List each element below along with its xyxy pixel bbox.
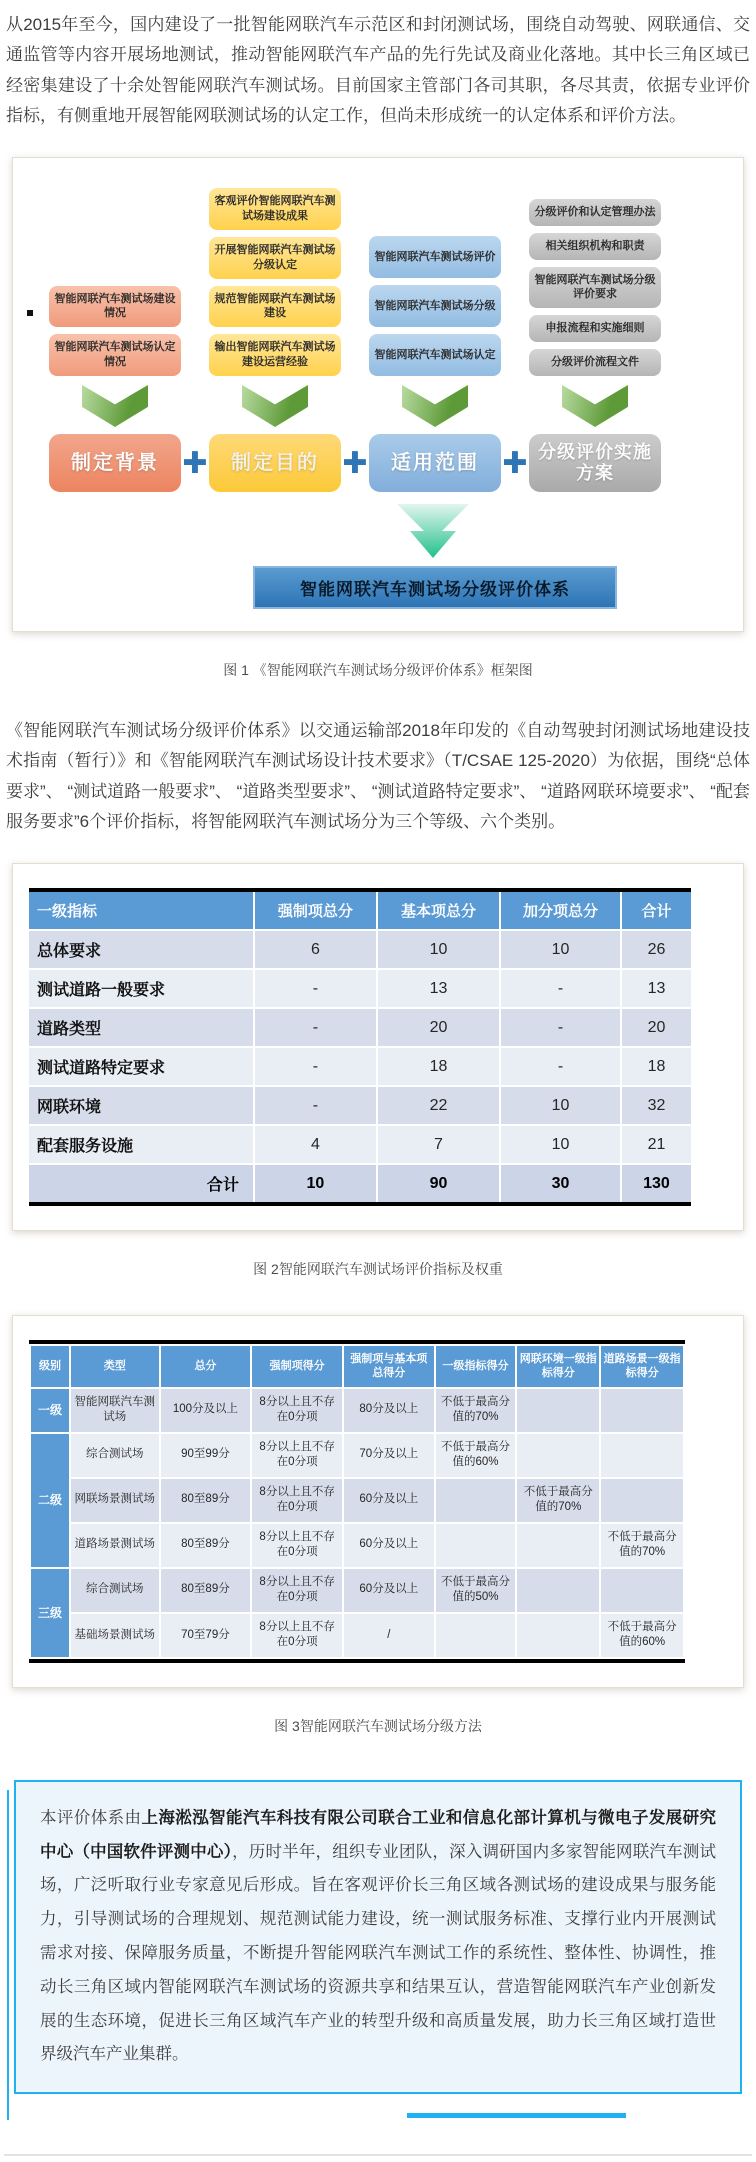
table-header-cell: 一级指标得分 bbox=[435, 1345, 517, 1388]
diagram-item: 分级评价和认定管理办法 bbox=[529, 199, 661, 226]
table-cell: 测试道路特定要求 bbox=[29, 1047, 254, 1086]
table-cell: 60分及以上 bbox=[343, 1523, 435, 1568]
table-cell: 8分以上且不存在0分项 bbox=[251, 1433, 343, 1478]
table-cell: 80至89分 bbox=[160, 1478, 252, 1523]
figure1-box bbox=[12, 157, 744, 632]
table-header-cell: 类型 bbox=[70, 1345, 160, 1388]
table-cell: 不低于最高分值的70% bbox=[600, 1523, 684, 1568]
table-cell: 10 bbox=[500, 1086, 621, 1125]
table-cell: 7 bbox=[377, 1125, 500, 1164]
diagram-item: 输出智能网联汽车测试场建设运营经验 bbox=[209, 334, 341, 376]
table-header-cell: 合计 bbox=[621, 892, 691, 930]
diagram-heading-plan: 分级评价实施方案 bbox=[529, 434, 661, 492]
chevron-down-icon bbox=[402, 385, 468, 427]
table-cell: - bbox=[254, 969, 377, 1008]
table-header-cell: 基本项总分 bbox=[377, 892, 500, 930]
quote-frame bbox=[14, 1780, 742, 2095]
basis-paragraph: 《智能网联汽车测试场分级评价体系》以交通运输部2018年印发的《自动驾驶封闭测试场地建设技术指南（暂行）》和《智能网联汽车测试场设计技术要求》（T/CSAE 125-2020）为依据，围绕“总体要求”、 “测试道路一般要求”、 “道路类型要求”、 “测试道路特定要求”、 “道路网联环境要求”、 “配套服务要求”6个评价指标，将智能网联汽车测试场分为三个等级、六个类别。 bbox=[6, 721, 750, 831]
figure1-caption: 图 1 《智能网联汽车测试场分级评价体系》框架图 bbox=[223, 662, 533, 678]
figure2-box bbox=[12, 863, 744, 1231]
table-cell bbox=[516, 1388, 600, 1433]
diagram-item: 申报流程和实施细则 bbox=[529, 315, 661, 342]
table-header-cell: 加分项总分 bbox=[500, 892, 621, 930]
table-row bbox=[29, 930, 691, 969]
table-cell: 13 bbox=[621, 969, 691, 1008]
table-row bbox=[29, 1086, 691, 1125]
plus-icon: ✚ bbox=[342, 446, 368, 480]
table-cell: 10 bbox=[500, 1125, 621, 1164]
table-cell: 合计 bbox=[29, 1164, 254, 1202]
table-cell: 30 bbox=[500, 1164, 621, 1202]
table-cell: 13 bbox=[377, 969, 500, 1008]
table-cell bbox=[516, 1613, 600, 1658]
plus-icon: ✚ bbox=[182, 446, 208, 480]
table-cell: 18 bbox=[377, 1047, 500, 1086]
diagram-item: 相关组织机构和职责 bbox=[529, 233, 661, 260]
diagram-item: 智能网联汽车测试场建设情况 bbox=[49, 286, 181, 328]
diagram-item: 智能网联汽车测试场认定 bbox=[369, 334, 501, 376]
table-cell: 26 bbox=[621, 930, 691, 969]
table-cell: 综合测试场 bbox=[70, 1433, 160, 1478]
framework-diagram bbox=[49, 186, 661, 609]
table-cell: 配套服务设施 bbox=[29, 1125, 254, 1164]
table-cell: 8分以上且不存在0分项 bbox=[251, 1478, 343, 1523]
table-cell: 90至99分 bbox=[160, 1433, 252, 1478]
table-cell: 21 bbox=[621, 1125, 691, 1164]
table-header-row bbox=[30, 1345, 684, 1388]
table-header-cell: 总分 bbox=[160, 1345, 252, 1388]
table-cell: 8分以上且不存在0分项 bbox=[251, 1523, 343, 1568]
table-row bbox=[30, 1478, 684, 1523]
table-cell bbox=[600, 1568, 684, 1613]
diagram-column-plan bbox=[529, 186, 661, 492]
table-row bbox=[29, 969, 691, 1008]
table-row bbox=[29, 1008, 691, 1047]
table-row bbox=[30, 1613, 684, 1658]
diagram-column-scope bbox=[369, 186, 501, 492]
figure3-caption: 图 3智能网联汽车测试场分级方法 bbox=[274, 1717, 482, 1734]
table-cell: 60分及以上 bbox=[343, 1478, 435, 1523]
chevron-down-icon bbox=[242, 385, 308, 427]
indicator-weight-table bbox=[29, 892, 691, 1202]
table-cell: 130 bbox=[621, 1164, 691, 1202]
table-cell: - bbox=[254, 1086, 377, 1125]
table-cell: 10 bbox=[254, 1164, 377, 1202]
table-cell: 80分及以上 bbox=[343, 1388, 435, 1433]
quote-text-pre: 本评价体系由 bbox=[40, 1808, 142, 1827]
quote-text-bold: 上海淞泓智能汽车科技有限公司联合工业和信息化部计算机与微电子发展研究中心（中国软件评测中心） bbox=[40, 1808, 717, 1861]
table-cell bbox=[600, 1433, 684, 1478]
bullet-square-icon bbox=[27, 310, 33, 316]
diagram-column-background bbox=[49, 186, 181, 492]
table-cell bbox=[600, 1478, 684, 1523]
table-cell: 8分以上且不存在0分项 bbox=[251, 1568, 343, 1613]
table-header-cell: 网联环境一级指标得分 bbox=[516, 1345, 600, 1388]
chevron-down-icon bbox=[82, 385, 148, 427]
quote-text-post: ，历时半年，组织专业团队，深入调研国内多家智能网联汽车测试场，广泛听取行业专家意见后形成。旨在客观评价长三角区域各测试场的建设成果与服务能力，引导测试场的合理规划、规范测试能力建设，统一测试服务标准、支撑行业内开展测试需求对接、保障服务质量，不断提升智能网联汽车测试工作的系统性、整体性、协调性，推动长三角区域内智能网联汽车测试场的资源共享和结果互认，营造智能网联汽车产业创新发展的生态环境，促进长三角区域汽车产业的转型升级和高质量发展，助力长三角区域打造世界级汽车产业集群。 bbox=[40, 1842, 717, 2064]
table-row bbox=[29, 1125, 691, 1164]
diagram-item: 智能网联汽车测试场分级评价要求 bbox=[529, 267, 661, 309]
level-cell: 一级 bbox=[30, 1388, 70, 1433]
table-header-cell: 一级指标 bbox=[29, 892, 254, 930]
table-cell: 70至79分 bbox=[160, 1613, 252, 1658]
figure2-caption: 图 2智能网联汽车测试场评价指标及权重 bbox=[253, 1261, 503, 1277]
table-cell: 10 bbox=[377, 930, 500, 969]
table-cell: 不低于最高分值的60% bbox=[435, 1433, 517, 1478]
page-bottom-divider bbox=[4, 2154, 752, 2156]
chevron-down-icon bbox=[562, 385, 628, 427]
grading-method-table bbox=[29, 1344, 685, 1659]
table-cell: 90 bbox=[377, 1164, 500, 1202]
table-cell bbox=[516, 1523, 600, 1568]
level-cell: 三级 bbox=[30, 1568, 70, 1658]
table-cell: 22 bbox=[377, 1086, 500, 1125]
quote-box bbox=[14, 1780, 742, 2095]
diagram-heading-scope: 适用范围 bbox=[369, 434, 501, 492]
table-cell: 不低于最高分值的50% bbox=[435, 1568, 517, 1613]
diagram-item: 智能网联汽车测试场认定情况 bbox=[49, 334, 181, 376]
table-cell: 不低于最高分值的60% bbox=[600, 1613, 684, 1658]
diagram-item: 智能网联汽车测试场评价 bbox=[369, 236, 501, 278]
table-cell: 道路场景测试场 bbox=[70, 1523, 160, 1568]
plus-icon: ✚ bbox=[502, 446, 528, 480]
diagram-banner-title: 智能网联汽车测试场分级评价体系 bbox=[253, 566, 617, 609]
diagram-item: 开展智能网联汽车测试场分级认定 bbox=[209, 237, 341, 279]
table-cell bbox=[516, 1433, 600, 1478]
table-cell: 70分及以上 bbox=[343, 1433, 435, 1478]
diagram-item: 分级评价流程文件 bbox=[529, 349, 661, 376]
table-cell: 综合测试场 bbox=[70, 1568, 160, 1613]
level-cell: 二级 bbox=[30, 1433, 70, 1568]
table-cell: 100分及以上 bbox=[160, 1388, 252, 1433]
table-cell: 不低于最高分值的70% bbox=[516, 1478, 600, 1523]
intro-paragraph: 从2015年至今，国内建设了一批智能网联汽车示范区和封闭测试场，围绕自动驾驶、网联通信、交通监管等内容开展场地测试，推动智能网联汽车产品的先行先试及商业化落地。其中长三角区域已经密集建设了十余处智能网联汽车测试场。目前国家主管部门各司其职，各尽其责，依据专业评价指标，有侧重地开展智能网联测试场的认定工作，但尚未形成统一的认定体系和评价方法。 bbox=[6, 15, 750, 125]
table-cell: 道路类型 bbox=[29, 1008, 254, 1047]
table-cell: 10 bbox=[500, 930, 621, 969]
table-cell: 18 bbox=[621, 1047, 691, 1086]
table-header-cell: 强制项得分 bbox=[251, 1345, 343, 1388]
table-cell: 网联环境 bbox=[29, 1086, 254, 1125]
table-header-row bbox=[29, 892, 691, 930]
table-cell: 80至89分 bbox=[160, 1523, 252, 1568]
table-row bbox=[30, 1568, 684, 1613]
table-total-row bbox=[29, 1164, 691, 1202]
table-cell bbox=[435, 1478, 517, 1523]
table-header-cell: 强制项总分 bbox=[254, 892, 377, 930]
table-cell bbox=[516, 1568, 600, 1613]
table-row bbox=[29, 1047, 691, 1086]
table-cell: 80至89分 bbox=[160, 1568, 252, 1613]
table-cell bbox=[435, 1613, 517, 1658]
table-cell: - bbox=[500, 1047, 621, 1086]
diagram-column-purpose bbox=[209, 186, 341, 492]
table-row bbox=[30, 1388, 684, 1433]
table-row bbox=[30, 1433, 684, 1478]
table-cell: 4 bbox=[254, 1125, 377, 1164]
table-cell: - bbox=[500, 1008, 621, 1047]
diagram-item: 客观评价智能网联汽车测试场建设成果 bbox=[209, 188, 341, 230]
table-cell: 测试道路一般要求 bbox=[29, 969, 254, 1008]
table-cell: 60分及以上 bbox=[343, 1568, 435, 1613]
table-cell: - bbox=[500, 969, 621, 1008]
table-cell: / bbox=[343, 1613, 435, 1658]
table-cell: 不低于最高分值的70% bbox=[435, 1388, 517, 1433]
diagram-heading-purpose: 制定目的 bbox=[209, 434, 341, 492]
table-cell bbox=[600, 1388, 684, 1433]
table-cell: - bbox=[254, 1047, 377, 1086]
table-cell: 20 bbox=[621, 1008, 691, 1047]
table-cell: 32 bbox=[621, 1086, 691, 1125]
table-cell bbox=[435, 1523, 517, 1568]
diagram-item: 智能网联汽车测试场分级 bbox=[369, 285, 501, 327]
table-cell: 6 bbox=[254, 930, 377, 969]
table-cell: 智能网联汽车测试场 bbox=[70, 1388, 160, 1433]
table-cell: 8分以上且不存在0分项 bbox=[251, 1388, 343, 1433]
table-header-cell: 级别 bbox=[30, 1345, 70, 1388]
diagram-heading-background: 制定背景 bbox=[49, 434, 181, 492]
table-cell: 总体要求 bbox=[29, 930, 254, 969]
table-header-cell: 道路场景一级指标得分 bbox=[600, 1345, 684, 1388]
table-cell: - bbox=[254, 1008, 377, 1047]
table-cell: 8分以上且不存在0分项 bbox=[251, 1613, 343, 1658]
figure3-box bbox=[12, 1315, 744, 1688]
table-cell: 网联场景测试场 bbox=[70, 1478, 160, 1523]
table-cell: 基础场景测试场 bbox=[70, 1613, 160, 1658]
funnel-arrow-icon bbox=[383, 504, 483, 558]
diagram-item: 规范智能网联汽车测试场建设 bbox=[209, 286, 341, 328]
table-header-cell: 强制项与基本项总得分 bbox=[343, 1345, 435, 1388]
table-row bbox=[30, 1523, 684, 1568]
table-cell: 20 bbox=[377, 1008, 500, 1047]
